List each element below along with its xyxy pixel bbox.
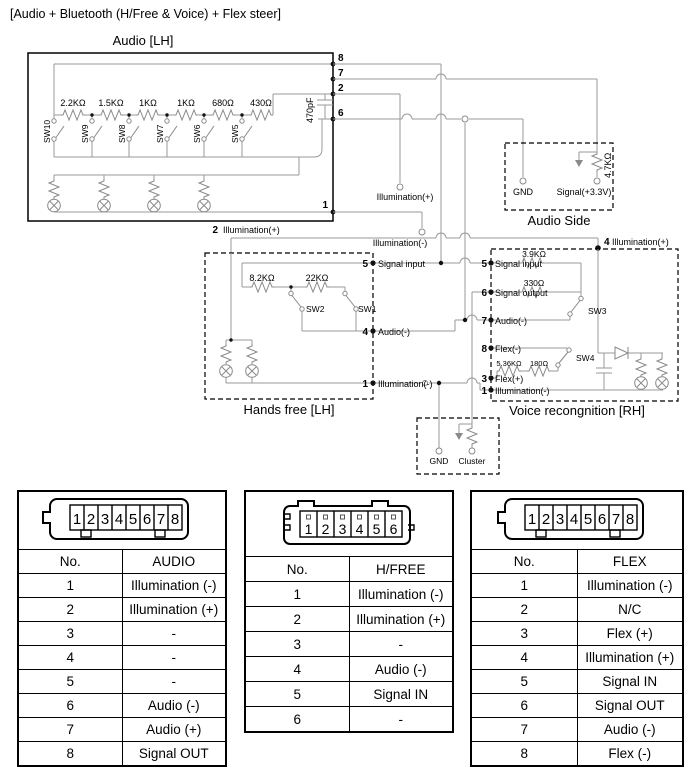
pin-number: 3 (481, 374, 487, 385)
audio-connector-drawing (37, 492, 207, 546)
connector-pin-number: 2 (86, 511, 96, 528)
pin-number-cell: 1 (18, 574, 122, 598)
column-header-name: FLEX (577, 550, 683, 574)
table-row (18, 742, 226, 767)
cluster-gnd-label: GND (429, 456, 449, 466)
pin-function-cell: Illumination (-) (122, 574, 226, 598)
pin-function-cell: Signal OUT (122, 742, 226, 767)
table-row (471, 598, 683, 622)
pin-function-cell: Flex (+) (577, 622, 683, 646)
pin-function-cell: Audio (-) (349, 657, 453, 682)
connector-pin-number: 5 (128, 511, 138, 528)
connector-pin-number: 2 (541, 511, 551, 528)
pin-number: 7 (338, 68, 344, 79)
pin-function-cell: Audio (+) (122, 718, 226, 742)
pin-function-cell: Audio (-) (122, 694, 226, 718)
connector-pin-number: 1 (72, 511, 82, 528)
illumination-minus-terminal (419, 229, 425, 235)
connector-pin-number: 5 (583, 511, 593, 528)
pin-function-cell: - (122, 646, 226, 670)
pin-number-cell: 1 (471, 574, 577, 598)
switch-label: SW1 (358, 304, 377, 314)
hf-pin2-number: 2 (212, 225, 218, 236)
pin-label: Illumination(+) (612, 237, 669, 247)
pin-number: 6 (481, 288, 487, 299)
gnd-terminal (520, 178, 526, 184)
pin-function-cell: N/C (577, 598, 683, 622)
pin-number: 4 (604, 237, 610, 248)
connector-pin-number: 4 (569, 511, 579, 528)
pin-number: 6 (338, 108, 344, 119)
switch-label: SW2 (306, 304, 325, 314)
audio-lh-box-label: Audio [LH] (112, 33, 174, 48)
pin-label: Flex(-) (495, 344, 521, 354)
switch-label: SW10 (42, 119, 52, 143)
pin-function-cell: Signal IN (577, 670, 683, 694)
connector-pin-number: 4 (355, 520, 364, 537)
pin-number-cell: 2 (18, 598, 122, 622)
pin-function-cell: Illumination (+) (349, 607, 453, 632)
pin-function-cell: - (349, 707, 453, 733)
table-row (471, 646, 683, 670)
hands-free-box (205, 253, 373, 399)
pin-label: Audio(-) (378, 327, 411, 337)
pin-number: 1 (322, 200, 328, 211)
pin-number-cell: 4 (471, 646, 577, 670)
pin-label: Audio(-) (495, 316, 528, 326)
table-row (18, 670, 226, 694)
pin-number: 8 (338, 53, 344, 64)
pin-number-cell: 2 (245, 607, 349, 632)
pin-function-cell: Flex (-) (577, 742, 683, 767)
audio-lh-box (28, 53, 333, 221)
pin-function-cell: Illumination (+) (122, 598, 226, 622)
table-row (471, 742, 683, 767)
table-row (18, 694, 226, 718)
pin-number-cell: 6 (471, 694, 577, 718)
pin-label: Signal output (495, 288, 548, 298)
cluster-gnd-terminal (436, 448, 442, 454)
inline-connector-circle (462, 116, 468, 122)
table-row (245, 582, 453, 607)
signal-label: Signal(+3.3V) (556, 187, 612, 197)
resistor-value-label: 8.2KΩ (249, 273, 275, 283)
resistor-value-label: 680Ω (212, 98, 234, 108)
pin-number-cell: 2 (471, 598, 577, 622)
table-row (245, 657, 453, 682)
switch-label: SW3 (588, 306, 607, 316)
switch-label: SW4 (576, 353, 595, 363)
audio-connector-cell (18, 491, 226, 550)
hfree-connector-drawing (264, 495, 434, 551)
connector-pin-number: 4 (114, 511, 124, 528)
pin-number-cell: 6 (245, 707, 349, 733)
table-row (18, 622, 226, 646)
connector-pin-number: 7 (156, 511, 166, 528)
pin-function-cell: - (122, 670, 226, 694)
table-row (471, 718, 683, 742)
pin-number: 7 (481, 316, 487, 327)
ground-arrow-icon (575, 160, 583, 167)
audio-side-components (592, 152, 602, 172)
cluster-signal-terminal (469, 448, 475, 454)
table-row (471, 574, 683, 598)
connector-pin-number: 3 (555, 511, 565, 528)
column-header-name: AUDIO (122, 550, 226, 574)
connector-pin-number: 6 (389, 520, 398, 537)
pin-number-cell: 4 (245, 657, 349, 682)
page-title: [Audio + Bluetooth (H/Free & Voice) + Flex steer] (10, 7, 281, 21)
capacitor-value-label: 470pF (305, 97, 315, 123)
table-row (245, 707, 453, 733)
switch-label: SW7 (155, 124, 165, 143)
resistor-value-label: 180Ω (529, 359, 549, 368)
resistor-value-label: 1KΩ (139, 98, 157, 108)
pin-number-cell: 6 (18, 694, 122, 718)
resistor-value-label: 1.5KΩ (98, 98, 124, 108)
gnd-label: GND (513, 187, 533, 197)
pin-number-cell: 5 (245, 682, 349, 707)
pin-function-cell: Signal IN (349, 682, 453, 707)
pin-number-cell: 5 (18, 670, 122, 694)
connector-pin-number: 3 (338, 520, 347, 537)
pin-number-cell: 1 (245, 582, 349, 607)
pin-label: Flex(+) (495, 374, 524, 384)
connector-pin-number: 8 (170, 511, 180, 528)
resistor-value-label: 2.2KΩ (60, 98, 86, 108)
hands-free-components (220, 282, 358, 377)
pin-label: Illumination(-) (495, 386, 550, 396)
table-row (18, 718, 226, 742)
table-row (245, 682, 453, 707)
pin-number-cell: 4 (18, 646, 122, 670)
pin-function-cell: Illumination (-) (577, 574, 683, 598)
connector-pin-number: 6 (597, 511, 607, 528)
table-row (245, 607, 453, 632)
pin-number: 5 (481, 259, 487, 270)
hfree-connector-cell (245, 491, 453, 557)
pin-function-cell: Illumination (-) (349, 582, 453, 607)
resistor-value-label: 5.36KΩ (496, 359, 522, 368)
pin-function-cell: - (122, 622, 226, 646)
connector-pin-number: 8 (625, 511, 635, 528)
illumination-plus-label: Illumination(+) (376, 192, 434, 202)
resistor-value-label: 430Ω (250, 98, 272, 108)
connector-pin-number: 1 (304, 520, 313, 537)
resistor-value-label: 3.9KΩ (522, 249, 546, 259)
pin-number: 5 (362, 259, 368, 270)
flex-pinout-table (470, 490, 684, 767)
table-row (471, 670, 683, 694)
hands-free-box-label: Hands free [LH] (243, 402, 335, 417)
pin-number-cell: 8 (18, 742, 122, 767)
illumination-plus-terminal (397, 184, 403, 190)
voice-box-label: Voice recongnition [RH] (509, 403, 645, 418)
connector-pin-number: 1 (527, 511, 537, 528)
pin-number: 4 (362, 327, 368, 338)
flex-connector-cell (471, 491, 683, 550)
signal-terminal (594, 178, 600, 184)
voice-pins (481, 237, 668, 397)
flex-connector-drawing (492, 492, 662, 546)
table-row (245, 632, 453, 657)
column-header-no: No. (18, 550, 122, 574)
switch-label: SW5 (230, 124, 240, 143)
connector-pin-number: 5 (372, 520, 381, 537)
illumination-minus-label: Illumination(-) (372, 238, 428, 248)
pin-label: Signal input (378, 259, 426, 269)
pin-number-cell: 3 (245, 632, 349, 657)
table-row (18, 574, 226, 598)
pin-number: 1 (481, 386, 487, 397)
cluster-label: Cluster (458, 456, 486, 466)
switch-label: SW9 (80, 124, 90, 143)
audio-pinout-table (17, 490, 227, 767)
table-row (471, 694, 683, 718)
hands-free-wires (226, 253, 373, 383)
pullup-resistor-label: 4.7KΩ (603, 152, 613, 178)
pin-number-cell: 3 (471, 622, 577, 646)
pin-function-cell: - (349, 632, 453, 657)
pin-number-cell: 5 (471, 670, 577, 694)
connector-pin-number: 6 (142, 511, 152, 528)
column-header-name: H/FREE (349, 557, 453, 582)
switch-label: SW8 (117, 124, 127, 143)
resistor-value-label: 330Ω (523, 278, 545, 288)
connector-pin-number: 2 (321, 520, 330, 537)
connector-pin-number: 3 (100, 511, 110, 528)
table-row (18, 646, 226, 670)
pin-label: Signal input (495, 259, 543, 269)
table-row (471, 622, 683, 646)
pin-number-cell: 8 (471, 742, 577, 767)
switch-label: SW6 (192, 124, 202, 143)
audio-side-box-label: Audio Side (527, 213, 591, 228)
connector-pin-number: 7 (611, 511, 621, 528)
pin-function-cell: Illumination (+) (577, 646, 683, 670)
pin-number: 8 (481, 344, 487, 355)
resistor-value-label: 1KΩ (177, 98, 195, 108)
pin-number-cell: 3 (18, 622, 122, 646)
ground-arrow-icon (455, 433, 463, 440)
table-row (18, 598, 226, 622)
pin-function-cell: Audio (-) (577, 718, 683, 742)
pin-label: Illumination(-) (378, 379, 433, 389)
hfree-pinout-table (244, 490, 454, 733)
pin-number: 2 (338, 83, 344, 94)
cluster-components (467, 426, 477, 446)
pin-number-cell: 7 (471, 718, 577, 742)
column-header-no: No. (471, 550, 577, 574)
pin-number: 1 (362, 379, 368, 390)
column-header-no: No. (245, 557, 349, 582)
audio-resistor-labels (60, 98, 272, 108)
pin-number-cell: 7 (18, 718, 122, 742)
resistor-value-label: 22KΩ (305, 273, 329, 283)
hf-pin2-label: Illumination(+) (223, 225, 280, 235)
pin-function-cell: Signal OUT (577, 694, 683, 718)
